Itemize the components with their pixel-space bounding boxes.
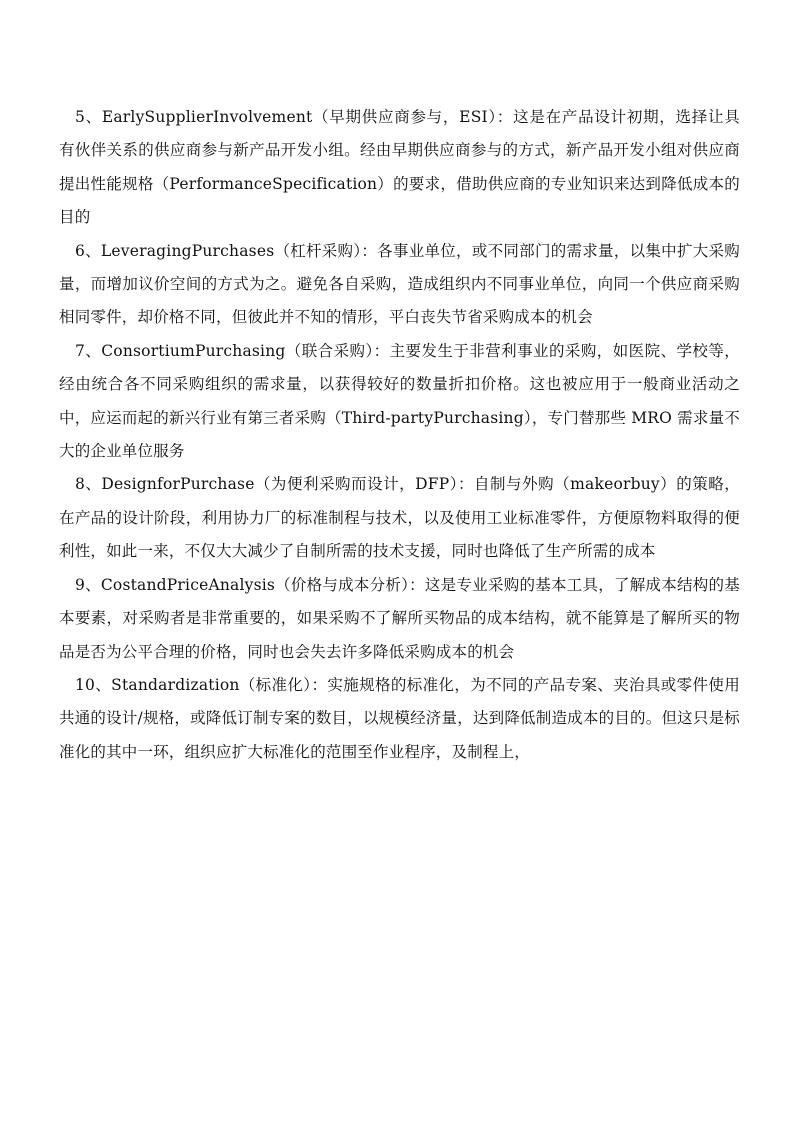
paragraph-standardization: 10、Standardization（标准化）：实施规格的标准化，为不同的产品专案、夹治具或零件使用共通的设计/规格，或降低订制专案的数目，以规模经济量，达到降低制造成本的目的。但这只是标准化的其中一环，组织应扩大标准化的范围至作业程序，及制程上， [59,675,740,761]
document-body [59,101,740,769]
paragraph-leveraging-purchases: 6、LeveragingPurchases（杠杆采购）：各事业单位，或不同部门的需求量，以集中扩大采购量，而增加议价空间的方式为之。避免各自采购，造成组织内不同事业单位，向同一个供应商采购相同零件，却价格不同，但彼此并不知的情形，平白丧失节省采购成本的机会 [59,241,740,327]
paragraph-esi: 5、EarlySupplierInvolvement（早期供应商参与，ESI）：这是在产品设计初期，选择让具有伙伴关系的供应商参与新产品开发小组。经由早期供应商参与的方式，新产品开发小组对供应商提出性能规格（PerformanceSpecification）的要求，借助供应商的专业知识来达到降低成本的目的 [59,108,740,227]
paragraph-design-for-purchase: 8、DesignforPurchase（为便利采购而设计，DFP）：自制与外购（makeorbuy）的策略，在产品的设计阶段，利用协力厂的标准制程与技术，以及使用工业标准零件，方便原物料取得的便利性，如此一来，不仅大大减少了自制所需的技术支援，同时也降低了生产所需的成本 [59,475,740,561]
paragraph-cost-price-analysis: 9、CostandPriceAnalysis（价格与成本分析）：这是专业采购的基本工具，了解成本结构的基本要素，对采购者是非常重要的，如果采购不了解所买物品的成本结构，就不能算是了解所买的物品是否为公平合理的价格，同时也会失去许多降低采购成本的机会 [59,575,740,661]
paragraph-consortium-purchasing: 7、ConsortiumPurchasing（联合采购）：主要发生于非营利事业的采购，如医院、学校等，经由统合各不同采购组织的需求量，以获得较好的数量折扣价格。这也被应用于一般商业活动之中，应运而起的新兴行业有第三者采购（Third-partyPurchasing），专门替那些 MRO 需求量不大的企业单位服务 [59,341,740,461]
